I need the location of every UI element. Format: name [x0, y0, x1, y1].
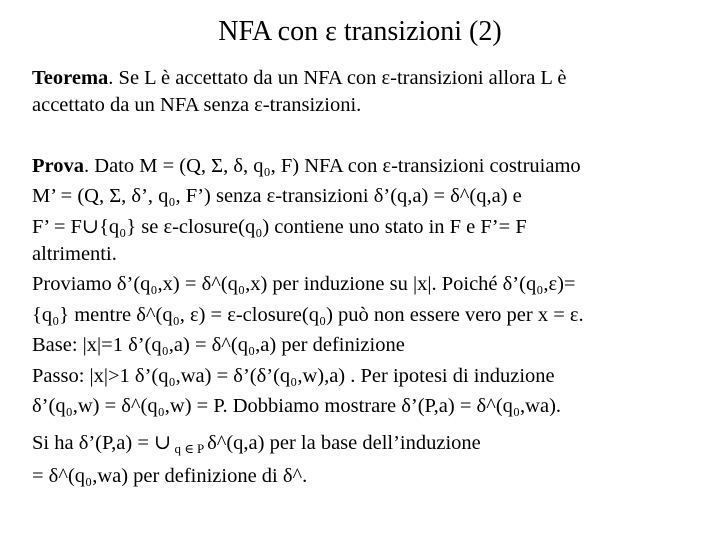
theorem-label: Teorema [32, 67, 109, 89]
proof-line-10 [32, 429, 481, 463]
proof-line-3: F’ = F∪{q₀} se ε-closure(q₀) contiene uno stato in F e F’= F [32, 216, 527, 238]
proof-line-7: Base: |x|=1 δ’(q₀,a) = δ^(q₀,a) per definizione [32, 334, 405, 356]
proof-line-8: Passo: |x|>1 δ’(q₀,wa) = δ’(δ’(q₀,w),a) . Per ipotesi di induzione [32, 365, 555, 387]
theorem-line-1 [32, 64, 566, 92]
theorem-line-2: accettato da un NFA senza ε-transizioni. [32, 94, 362, 116]
proof-text-1: . Dato M = (Q, Σ, δ, q₀, F) NFA con ε-transizioni costruiamo [84, 155, 581, 177]
proof-line-5: Proviamo δ’(q₀,x) = δ^(q₀,x) per induzione su |x|. Poiché δ’(q₀,ε)= [32, 273, 576, 295]
proof-line-2: M’ = (Q, Σ, δ’, q₀, F’) senza ε-transizioni δ’(q,a) = δ^(q,a) e [32, 185, 522, 207]
proof-text-10b: δ^(q,a) per la base dell’induzione [207, 432, 481, 454]
proof-line-1 [32, 152, 581, 180]
union-subscript: q ∈ P [171, 441, 208, 456]
proof-label: Prova [32, 155, 85, 177]
proof-line-11: = δ^(q₀,wa) per definizione di δ^. [32, 465, 308, 487]
proof-text-10a: Si ha δ’(P,a) = ∪ [32, 432, 172, 454]
proof-line-6: {q₀} mentre δ^(q₀, ε) = ε-closure(q₀) può non essere vero per x = ε. [32, 304, 584, 326]
proof-line-9: δ’(q₀,w) = δ^(q₀,w) = P. Dobbiamo mostrare δ’(P,a) = δ^(q₀,wa). [32, 395, 562, 417]
proof-line-4: altrimenti. [32, 243, 117, 265]
theorem-text-1: . Se L è accettato da un NFA con ε-transizioni allora L è [108, 67, 567, 89]
slide-title: NFA con ε transizioni (2) [218, 16, 502, 47]
